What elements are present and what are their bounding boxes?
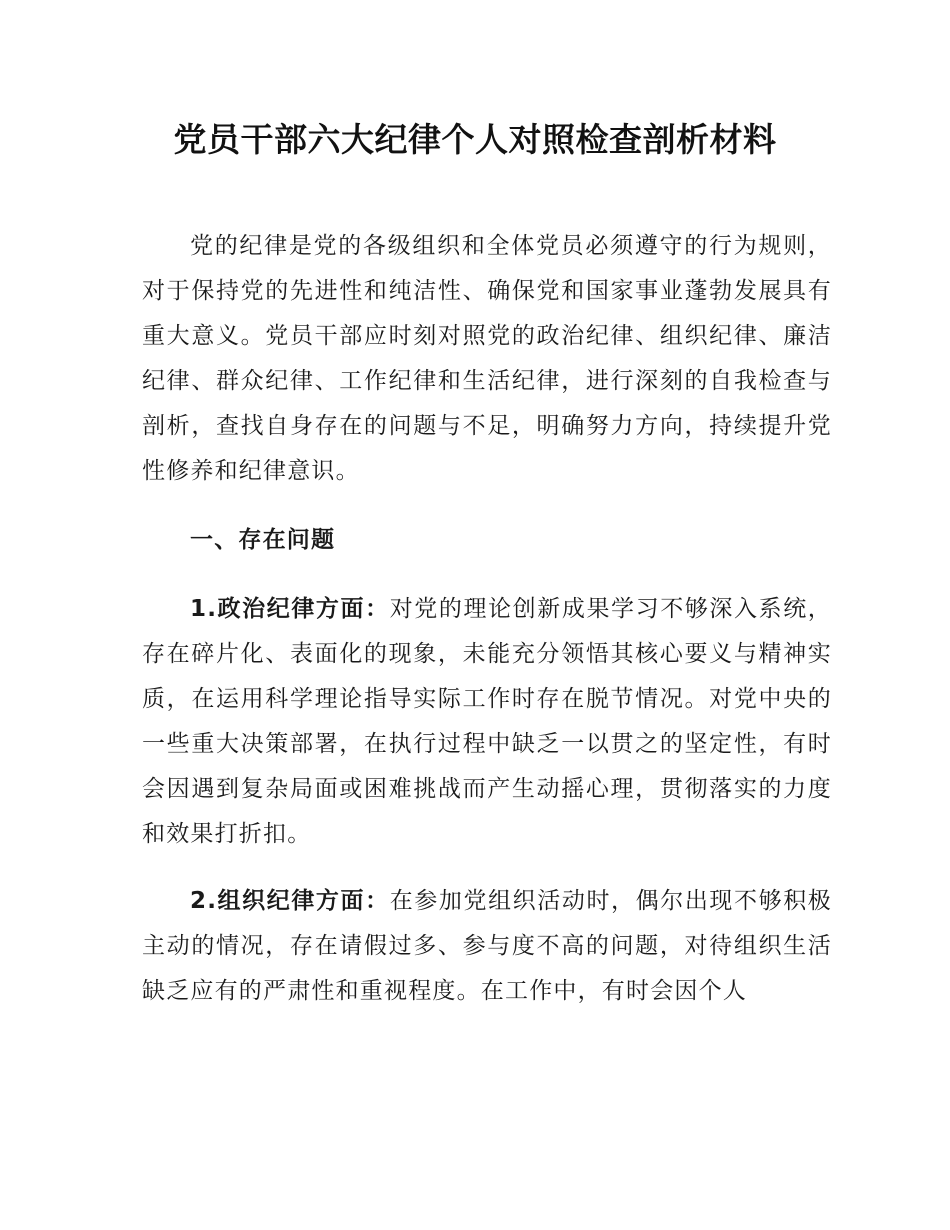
section-heading-problems: 一、存在问题 — [190, 527, 336, 553]
document-title: 党员干部六大纪律个人对照检查剖析材料 — [173, 120, 777, 159]
document-body — [142, 224, 832, 1036]
item-political-discipline — [142, 587, 832, 857]
item-lead: 1.政治纪律方面： — [190, 596, 390, 622]
item-organizational-discipline — [142, 879, 832, 1014]
item-text: 在参加党组织活动时，偶尔出现不够积极主动的情况，存在请假过多、参与度不高的问题，对待组织生活缺乏应有的严肃性和重视程度。在工作中，有时会因个人 — [142, 888, 832, 1004]
item-text: 对党的理论创新成果学习不够深入系统，存在碎片化、表面化的现象，未能充分领悟其核心要义与精神实质，在运用科学理论指导实际工作时存在脱节情况。对党中央的一些重大决策部署，在执行过程中缺乏一以贯之的坚定性，有时会因遇到复杂局面或困难挑战而产生动摇心理，贯彻落实的力度和效果打折扣。 — [142, 596, 832, 847]
item-lead: 2.组织纪律方面： — [190, 888, 390, 914]
intro-paragraph: 党的纪律是党的各级组织和全体党员必须遵守的行为规则，对于保持党的先进性和纯洁性、确保党和国家事业蓬勃发展具有重大意义。党员干部应时刻对照党的政治纪律、组织纪律、廉洁纪律、群众纪律、工作纪律和生活纪律，进行深刻的自我检查与剖析，查找自身存在的问题与不足，明确努力方向，持续提升党性修养和纪律意识。 — [142, 233, 832, 484]
